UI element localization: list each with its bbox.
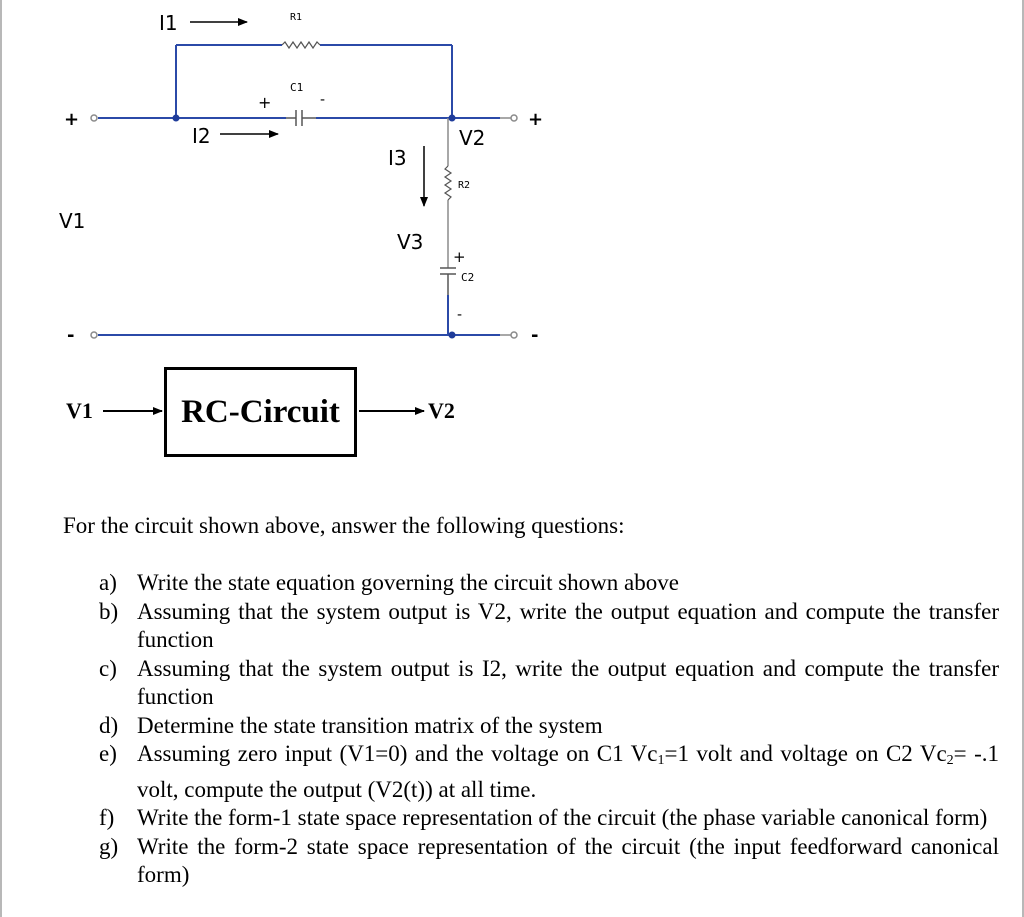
question-a <box>99 569 999 598</box>
label-c1: C1 <box>290 81 304 94</box>
junction-dots <box>173 115 456 339</box>
question-text: Determine the state transition matrix of the system <box>137 712 603 738</box>
output-terminal-bottom <box>511 332 517 338</box>
rc-circuit-block <box>164 367 357 457</box>
question-marker: g) <box>99 833 119 859</box>
label-v1: V1 <box>59 209 86 233</box>
question-text: Write the state equation governing the circuit shown above <box>137 570 679 595</box>
question-text-part3: = -.1 volt, compute the output (V2(t)) at all time. <box>137 741 999 802</box>
output-minus-sign: - <box>531 325 539 346</box>
resistor-r2-symbol <box>445 166 451 200</box>
intro-text: For the circuit shown above, answer the following questions: <box>63 513 625 538</box>
question-marker: a) <box>99 570 117 595</box>
question-text: Assuming that the system output is I2, write the output equation and compute the transfer function <box>137 655 999 709</box>
question-text-part2: =1 volt and voltage on C2 Vc <box>664 741 947 766</box>
capacitor-c2-symbol <box>440 268 456 295</box>
question-d <box>99 712 999 741</box>
question-text: Write the form-2 state space representation of the circuit (the input feedforward canonical form) <box>137 833 999 887</box>
question-text-part1: Assuming zero input (V1=0) and the voltage on C1 Vc <box>137 741 658 766</box>
input-terminal-bottom <box>91 332 97 338</box>
capacitor-c1-symbol <box>286 110 316 126</box>
label-i3: I3 <box>388 146 407 170</box>
label-r2: R2 <box>458 180 471 191</box>
question-marker: b) <box>99 598 119 624</box>
question-c <box>99 655 999 712</box>
label-i2: I2 <box>192 124 211 148</box>
resistor-r1-symbol <box>282 42 320 48</box>
label-v3: V3 <box>397 230 424 254</box>
question-marker: d) <box>99 712 119 738</box>
c2-plus: + <box>453 248 466 266</box>
label-c2: C2 <box>461 271 475 284</box>
subscript-2: 2 <box>946 753 954 768</box>
block-output-label: V2 <box>428 398 455 423</box>
c1-minus: - <box>320 92 326 108</box>
question-e <box>99 740 999 804</box>
input-terminal-top <box>91 115 97 121</box>
terminal-leads <box>91 115 517 338</box>
question-b <box>99 598 999 655</box>
rc-circuit-block-label: RC-Circuit <box>181 393 340 430</box>
question-g <box>99 833 999 890</box>
question-list <box>99 569 999 890</box>
output-terminal-top <box>511 115 517 121</box>
c2-minus: - <box>457 307 463 323</box>
question-marker: f) <box>99 805 115 830</box>
question-f <box>99 804 999 833</box>
output-plus-sign: + <box>528 109 544 130</box>
label-i1: I1 <box>159 11 178 35</box>
input-plus-sign: + <box>64 109 80 130</box>
label-v2: V2 <box>459 126 486 150</box>
input-minus-sign: - <box>67 325 75 346</box>
subscript-1: 1 <box>657 753 665 768</box>
question-marker: c) <box>99 655 117 681</box>
label-r1: R1 <box>290 12 303 23</box>
question-text: Write the form-1 state space representation of the circuit (the phase variable canonical form) <box>137 805 988 830</box>
block-input-label: V1 <box>66 398 93 423</box>
question-marker: e) <box>99 741 117 766</box>
question-text: Assuming that the system output is V2, write the output equation and compute the transfer function <box>137 598 999 652</box>
c1-plus: + <box>258 93 272 112</box>
